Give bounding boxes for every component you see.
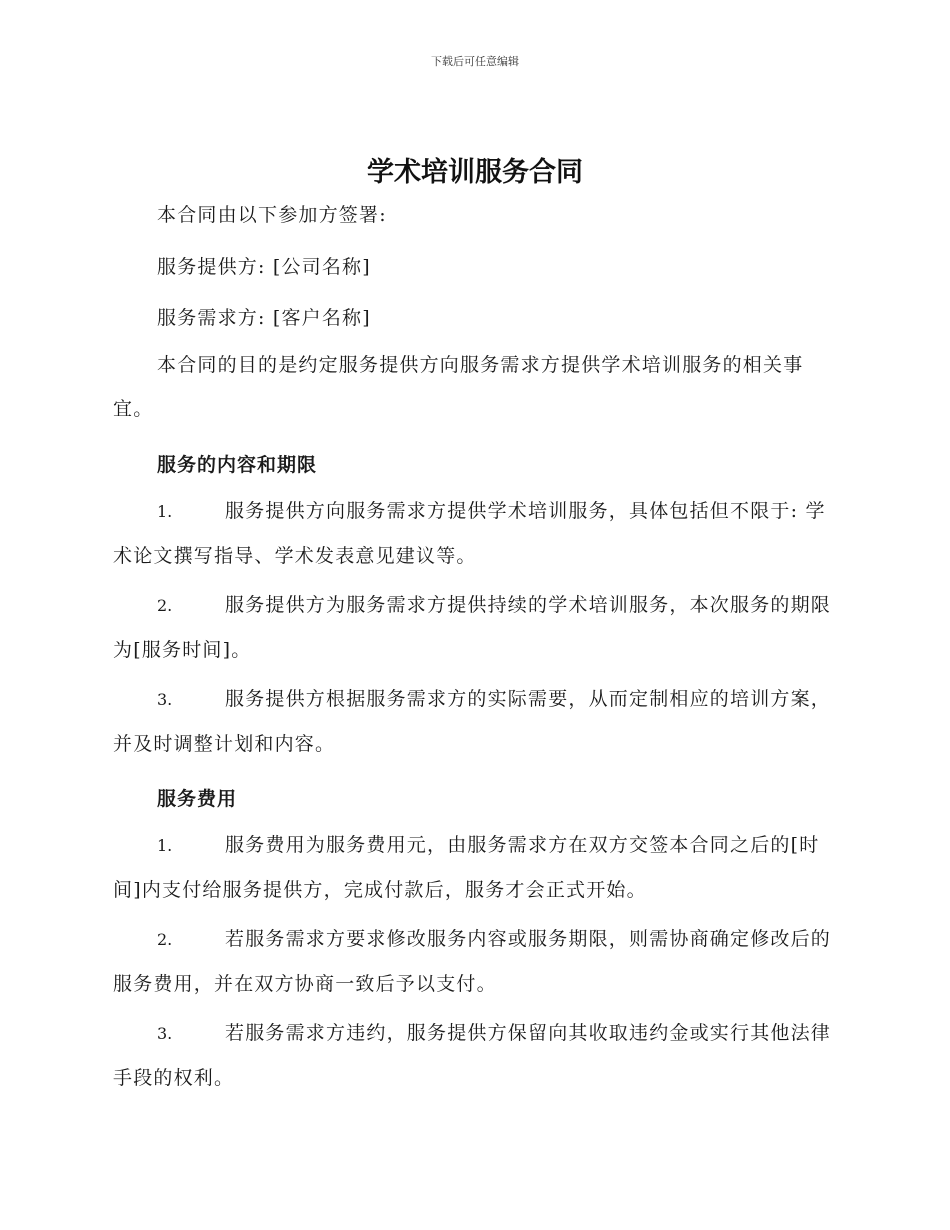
content-item-3 [113,677,833,766]
item-text: 服务提供方为服务需求方提供持续的学术培训服务，本次服务的期限为[服务时间]。 [113,594,832,661]
item-text: 服务提供方向服务需求方提供学术培训服务，具体包括但不限于: 学术论文撰写指导、学术发表意见建议等。 [113,500,826,567]
fee-item-1 [113,823,833,912]
section-heading-fees: 服务费用 [157,788,238,810]
item-number: 2. [157,930,173,949]
item-text: 服务费用为服务费用元，由服务需求方在双方交签本合同之后的[时间]内支付给服务提供方，完成付款后，服务才会正式开始。 [113,834,820,901]
header-note: 下载后可任意编辑 [431,55,519,68]
item-text: 若服务需求方要求修改服务内容或服务期限，则需协商确定修改后的服务费用，并在双方协商一致后予以支付。 [113,928,832,995]
item-number: 3. [157,690,173,709]
item-text: 服务提供方根据服务需求方的实际需要，从而定制相应的培训方案，并及时调整计划和内容。 [113,688,832,755]
content-item-2 [113,583,833,672]
item-text: 若服务需求方违约，服务提供方保留向其收取违约金或实行其他法律手段的权利。 [113,1022,832,1089]
intro-signed-by: 本合同由以下参加方签署: [157,204,387,226]
fee-item-3 [113,1011,833,1100]
item-number: 1. [157,836,173,855]
item-number: 2. [157,596,173,615]
content-item-1 [113,489,833,578]
item-number: 3. [157,1024,173,1043]
intro-purpose: 本合同的目的是约定服务提供方向服务需求方提供学术培训服务的相关事宜。 [113,354,804,420]
document-title: 学术培训服务合同 [367,157,583,188]
intro-provider: 服务提供方: [公司名称] [157,256,371,278]
intro-client: 服务需求方: [客户名称] [157,307,371,329]
section-heading-content-term: 服务的内容和期限 [157,454,318,476]
fee-item-2 [113,917,833,1006]
item-number: 1. [157,502,173,521]
